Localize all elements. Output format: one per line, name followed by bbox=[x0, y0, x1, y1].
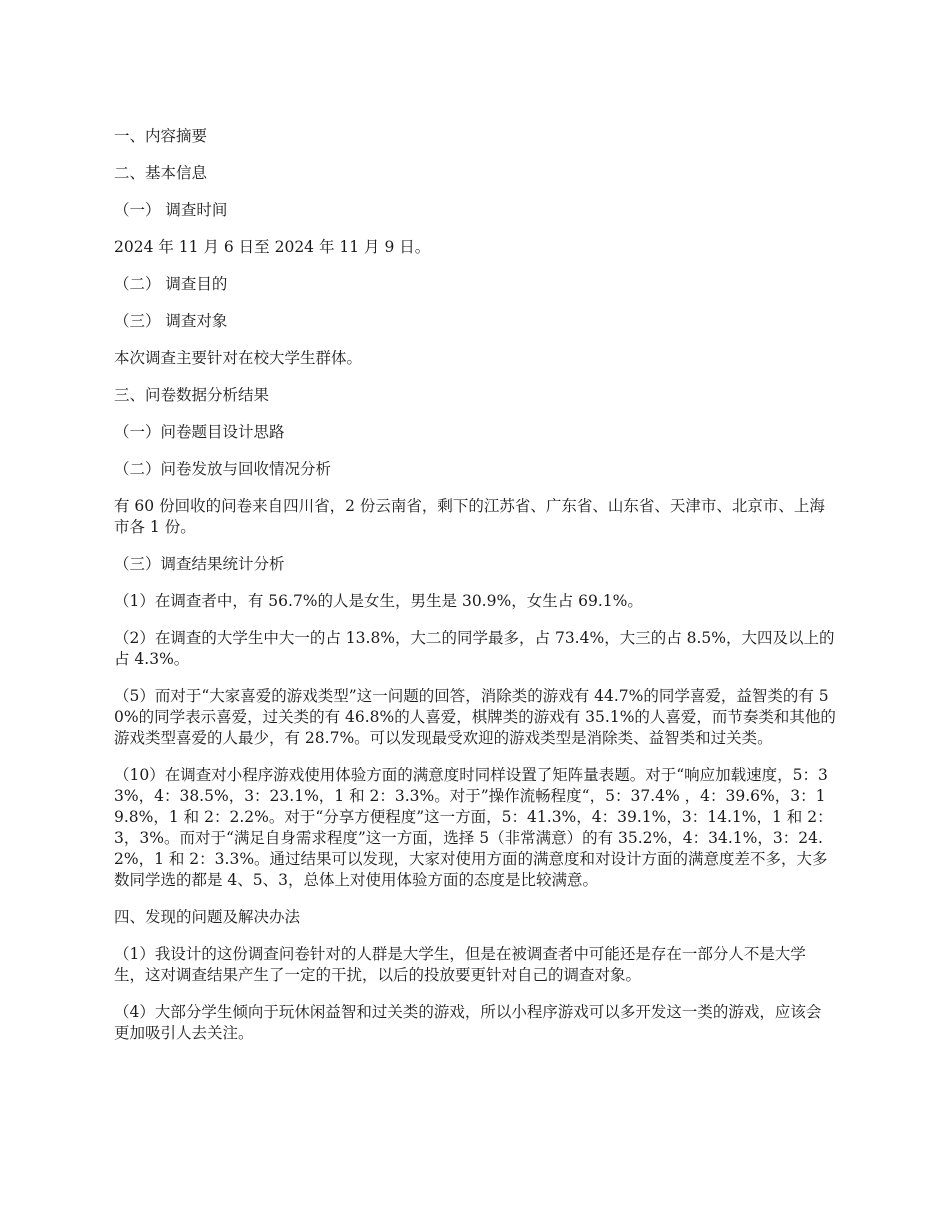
result-item-2: （2）在调查的大学生中大一的占 13.8%，大二的同学最多，占 73.4%，大三的占 8.5%，大四及以上的占 4.3%。 bbox=[114, 629, 835, 668]
subheading-survey-purpose: （二） 调查目的 bbox=[114, 275, 228, 293]
survey-target-text: 本次调查主要针对在校大学生群体。 bbox=[114, 349, 363, 367]
subheading-distribution: （二）问卷发放与回收情况分析 bbox=[114, 460, 332, 478]
survey-time-text: 2024 年 11 月 6 日至 2024 年 11 月 9 日。 bbox=[114, 238, 431, 256]
section-heading-basic-info: 二、基本信息 bbox=[114, 164, 208, 182]
problem-item-1: （1）我设计的这份调查问卷针对的人群是大学生，但是在被调查者中可能还是存在一部分人不是大学生，这对调查结果产生了一定的干扰，以后的投放要更针对自己的调查对象。 bbox=[114, 945, 806, 984]
result-item-5: （5）而对于“大家喜爱的游戏类型”这一问题的回答，消除类的游戏有 44.7%的同学喜爱，益智类的有 50%的同学表示喜爱，过关类的有 46.8%的人喜爱，棋牌类的游戏有 35.1%的人喜爱，而节奏类和其他的游戏类型喜爱的人最少，有 28.7%。可以发现最受欢迎的游戏类型是消除类、益智类和过关类。 bbox=[114, 687, 836, 747]
section-heading-problems: 四、发现的问题及解决办法 bbox=[114, 908, 301, 926]
subheading-survey-time: （一） 调查时间 bbox=[114, 201, 228, 219]
distribution-text: 有 60 份回收的问卷来自四川省，2 份云南省，剩下的江苏省、广东省、山东省、天津市、北京市、上海市各 1 份。 bbox=[114, 497, 825, 536]
subheading-statistics: （三）调查结果统计分析 bbox=[114, 555, 285, 573]
result-item-10: （10）在调查对小程序游戏使用体验方面的满意度时同样设置了矩阵量表题。对于“响应加载速度，5：33%，4：38.5%，3：23.1%，1 和 2：3.3%。对于”操作流畅程度“，5：37.4% ，4：39.6%，3：19.8%，1 和 2：2.2%。对于“分享方便程度”这一方面，5：41.3%，4：39.1%，3：14.1%，1 和 2：3，3%。而对于“满足自身需求程度”这一方面，选择 5（非常满意）的有 35.2%，4：34.1%，3：24.2%，1 和 2：3.3%。通过结果可以发现，大家对使用方面的满意度和对设计方面的满意度差不多，大多数同学选的都是 4、5、3，总体上对使用体验方面的态度是比较满意。 bbox=[114, 766, 833, 889]
section-heading-results: 三、问卷数据分析结果 bbox=[114, 386, 270, 404]
result-item-1: （1）在调查者中，有 56.7%的人是女生，男生是 30.9%，女生占 69.1%。 bbox=[114, 592, 643, 610]
section-heading-summary: 一、内容摘要 bbox=[114, 127, 208, 145]
problem-item-4: （4）大部分学生倾向于玩休闲益智和过关类的游戏，所以小程序游戏可以多开发这一类的游戏，应该会更加吸引人去关注。 bbox=[114, 1003, 822, 1042]
subheading-design-idea: （一）问卷题目设计思路 bbox=[114, 423, 285, 441]
subheading-survey-target: （三） 调查对象 bbox=[114, 312, 228, 330]
document-page bbox=[114, 126, 836, 1060]
